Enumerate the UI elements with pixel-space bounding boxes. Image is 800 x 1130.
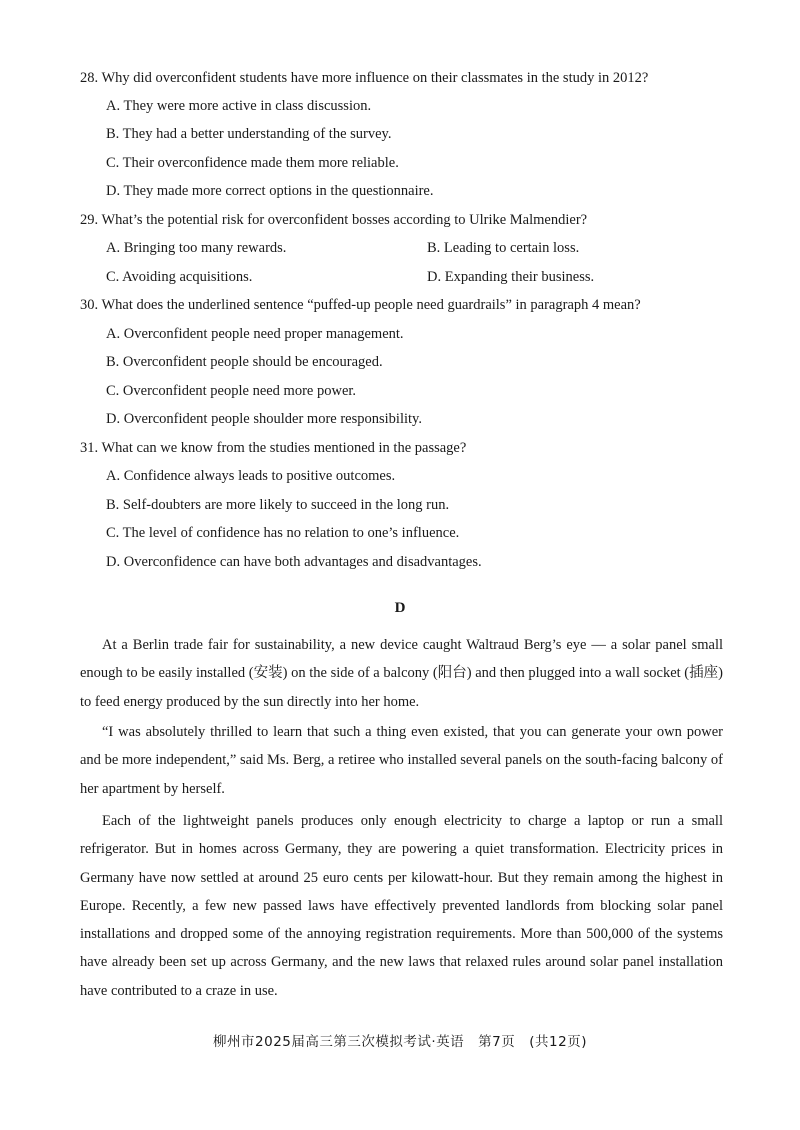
question-30-option-d: D. Overconfident people shoulder more responsibility. bbox=[106, 411, 422, 427]
passage-paragraph-2: “I was absolutely thrilled to learn that such a thing even existed, that you can generate your own power and be more independent,” said Ms. Berg, a retiree who installed several panels on the south-facing balcony of her apartment by herself. bbox=[80, 724, 723, 797]
question-28-option-d: D. They made more correct options in the questionnaire. bbox=[106, 183, 434, 199]
question-28-option-b: B. They had a better understanding of the survey. bbox=[106, 126, 392, 142]
question-31-stem: 31. What can we know from the studies mentioned in the passage? bbox=[80, 440, 467, 456]
question-28-option-c: C. Their overconfidence made them more reliable. bbox=[106, 155, 399, 171]
question-30-option-c: C. Overconfident people need more power. bbox=[106, 383, 357, 399]
question-28-option-a: A. They were more active in class discussion. bbox=[106, 98, 372, 114]
question-30-option-a: A. Overconfident people need proper management. bbox=[106, 326, 404, 342]
question-31-option-b: B. Self-doubters are more likely to succeed in the long run. bbox=[106, 497, 450, 513]
question-29-option-a: A. Bringing too many rewards. bbox=[106, 240, 287, 256]
passage-paragraph-3: Each of the lightweight panels produces only enough electricity to charge a laptop or run a small refrigerator. But in homes across Germany, they are powering a quiet transformation. Electricity prices in Germany have now settled at around 25 euro cents per kilowatt-hour. But they remain among the highest in Europe. Recently, a few new passed laws have effectively prevented landlords from blocking solar panel installations and dropped some of the annoying registration requirements. More than 500,000 of the systems have already been set up across Germany, and the new laws that relaxed rules around solar panel installation have contributed to a craze in use. bbox=[80, 813, 723, 999]
question-31-option-c: C. The level of confidence has no relation to one’s influence. bbox=[106, 525, 460, 541]
question-29-option-d: D. Expanding their business. bbox=[427, 269, 595, 285]
page-footer: 柳州市2025届高三第三次模拟考试·英语 第7页 (共12页) bbox=[213, 1034, 587, 1050]
question-30-option-b: B. Overconfident people should be encouraged. bbox=[106, 354, 383, 370]
question-30-stem: 30. What does the underlined sentence “puffed-up people need guardrails” in paragraph 4 mean? bbox=[80, 297, 641, 313]
passage-paragraph-1: At a Berlin trade fair for sustainability, a new device caught Waltraud Berg’s eye — a solar panel small enough to be easily installed (安装) on the side of a balcony (阳台) and then plugged into a wall socket (插座) to feed energy produced by the sun directly into her home. bbox=[80, 637, 723, 710]
question-31-option-d: D. Overconfidence can have both advantages and disadvantages. bbox=[106, 554, 482, 570]
question-28-stem: 28. Why did overconfident students have more influence on their classmates in the study in 2012? bbox=[80, 70, 649, 86]
question-31-option-a: A. Confidence always leads to positive outcomes. bbox=[106, 468, 396, 484]
question-29-stem: 29. What’s the potential risk for overconfident bosses according to Ulrike Malmendier? bbox=[80, 212, 588, 228]
section-heading: D bbox=[394, 600, 406, 616]
question-29-option-b: B. Leading to certain loss. bbox=[427, 240, 580, 256]
question-29-option-c: C. Avoiding acquisitions. bbox=[106, 269, 253, 285]
